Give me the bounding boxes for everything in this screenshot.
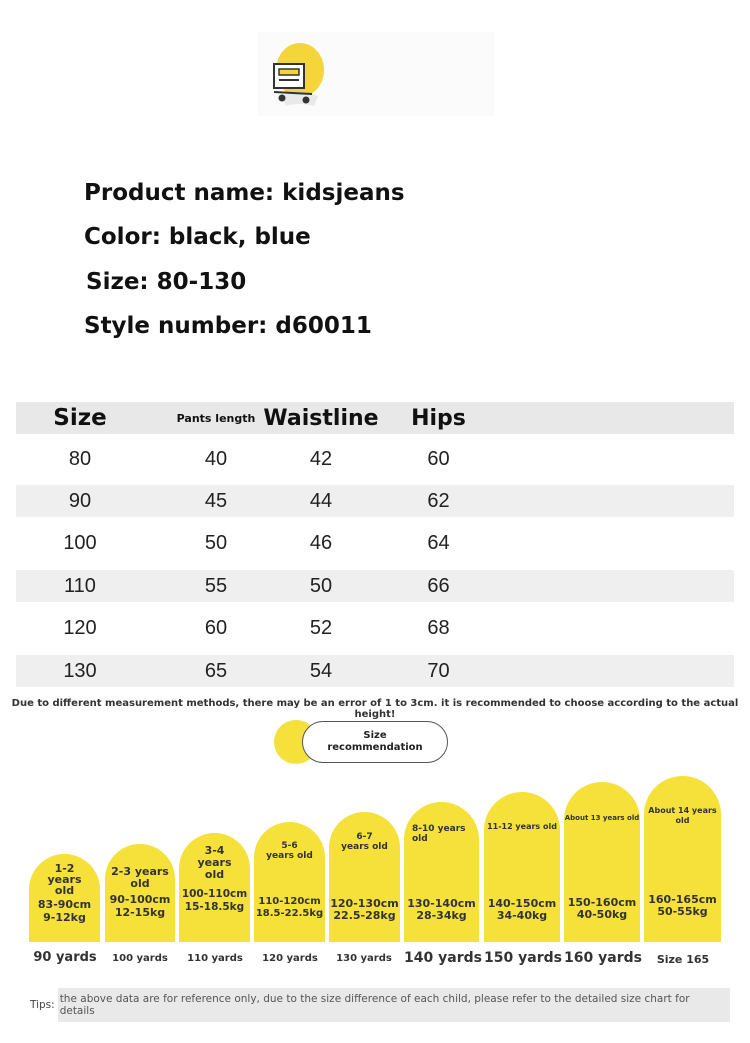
cell-pants-length: 45: [204, 489, 228, 512]
header-waistline: Waistline: [263, 405, 379, 431]
recommendation-card: [254, 822, 325, 942]
measurement-note: Due to different measurement methods, there may be an error of 1 to 3cm. it is recommended to choose according to the actual height!: [11, 698, 739, 720]
cell-pants-length: 55: [204, 574, 228, 597]
header-pants-length: Pants length: [176, 411, 256, 425]
cell-hips: 70: [427, 659, 450, 682]
height-range: 160-165cm: [648, 893, 717, 906]
tips-prefix: Tips:: [30, 999, 55, 1011]
height-range: 140-150cm: [487, 897, 557, 910]
recommendation-card: [484, 792, 560, 942]
cell-hips: 62: [427, 489, 450, 512]
logo-area: [258, 32, 494, 116]
cell-size: 110: [64, 574, 96, 597]
cell-size: 90: [68, 489, 92, 512]
table-row: [16, 655, 734, 687]
weight-range: 22.5-28kg: [333, 909, 396, 922]
header-hips: Hips: [411, 405, 466, 431]
size-label: 90 yards: [33, 950, 97, 965]
weight-range: 34-40kg: [496, 909, 548, 922]
recommendation-card: [404, 802, 479, 942]
recommendation-card: [644, 776, 721, 942]
product-name: Product name: kidsjeans: [84, 180, 405, 206]
cell-hips: 64: [427, 532, 450, 554]
height-range: 90-100cm: [109, 893, 171, 906]
weight-range: 9-12kg: [43, 911, 86, 924]
size-label: 160 yards: [564, 950, 642, 966]
table-header: [16, 402, 734, 434]
cell-waistline: 54: [309, 659, 333, 682]
age-label: 11-12 years old: [487, 822, 557, 831]
table-row: [16, 438, 734, 481]
height-range: 150-160cm: [567, 896, 637, 909]
size-recommendation-badge: Size recommendation: [302, 721, 448, 763]
age-label: About 14 years old: [648, 806, 717, 825]
age-label: 6-7 years old: [341, 832, 388, 852]
header-size: Size: [53, 405, 107, 431]
weight-range: 50-55kg: [657, 905, 708, 918]
tips-text: the above data are for reference only, due to the size difference of each child, please refer to the detailed size chart for details: [58, 988, 730, 1022]
cell-size: 100: [63, 532, 97, 554]
cell-size: 120: [63, 617, 97, 639]
cell-waistline: 42: [309, 448, 333, 470]
cell-pants-length: 65: [204, 659, 228, 682]
cell-hips: 60: [427, 448, 450, 470]
recommendation-card: [29, 854, 100, 942]
weight-range: 12-15kg: [114, 906, 166, 919]
cell-hips: 68: [427, 617, 450, 639]
cell-pants-length: 50: [204, 532, 228, 554]
size-label: 130 yards: [336, 953, 392, 964]
weight-range: 18.5-22.5kg: [255, 908, 324, 919]
recommendation-card: [105, 844, 175, 942]
table-row: [16, 606, 734, 651]
weight-range: 28-34kg: [416, 909, 467, 922]
age-label: 2-3 years old: [111, 865, 169, 890]
size-label: 120 yards: [262, 953, 318, 964]
product-color: Color: black, blue: [84, 224, 311, 250]
height-range: 120-130cm: [330, 897, 399, 910]
weight-range: 40-50kg: [576, 908, 628, 921]
size-label: 110 yards: [187, 953, 243, 964]
cell-pants-length: 60: [204, 617, 228, 639]
age-label: 1-2 years old: [47, 862, 82, 897]
table-row: [16, 521, 734, 566]
size-table: [16, 402, 734, 687]
weight-range: 15-18.5kg: [184, 901, 245, 913]
table-row: [16, 570, 734, 602]
table-row: [16, 485, 734, 517]
product-size: Size: 80-130: [86, 269, 247, 295]
style-number: Style number: d60011: [84, 313, 372, 339]
size-label: 150 yards: [484, 950, 562, 966]
cell-size: 80: [68, 448, 92, 470]
cell-hips: 66: [427, 574, 450, 597]
age-label: 3-4 years old: [197, 844, 232, 881]
cell-size: 130: [63, 659, 97, 682]
size-label: 140 yards: [404, 950, 482, 966]
tips-note: [30, 993, 730, 1017]
age-label: 5-6 years old: [266, 841, 313, 861]
cartoon-shopping-cart-logo: [268, 40, 328, 108]
age-label: About 13 years old: [564, 814, 640, 822]
cell-pants-length: 40: [204, 448, 228, 470]
recommendation-card: [329, 812, 400, 942]
cell-waistline: 52: [309, 617, 333, 639]
height-range: 110-120cm: [258, 896, 321, 907]
cell-waistline: 44: [309, 489, 333, 512]
cell-waistline: 46: [309, 532, 333, 554]
recommendation-card: [564, 782, 640, 942]
recommendation-card: [179, 833, 250, 942]
size-label: 100 yards: [112, 953, 168, 964]
cell-waistline: 50: [309, 574, 333, 597]
age-label: 8-10 years old: [412, 824, 466, 844]
height-range: 130-140cm: [407, 897, 476, 910]
height-range: 100-110cm: [181, 888, 248, 900]
size-label: Size 165: [656, 953, 710, 966]
height-range: 83-90cm: [37, 898, 92, 911]
